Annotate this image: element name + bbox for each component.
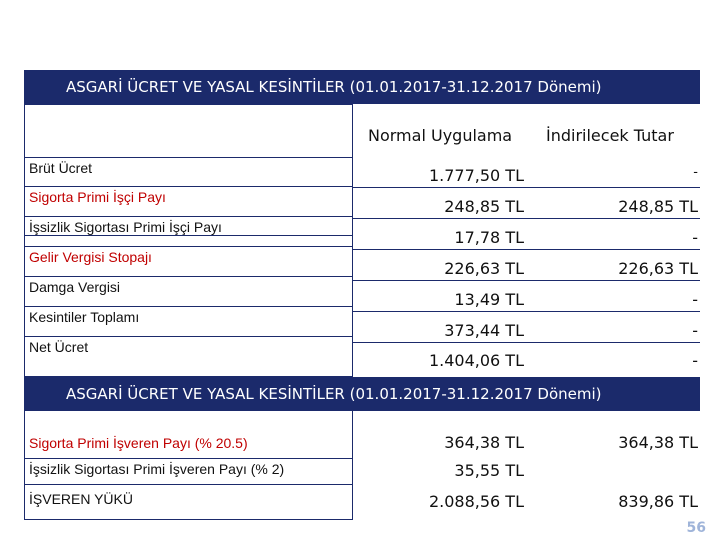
row-value-normal: 17,78 TL <box>454 228 524 247</box>
row-value-normal: 364,38 TL <box>444 433 524 452</box>
column-header-indirilecek: İndirilecek Tutar <box>546 126 674 145</box>
row-label-damga-vergisi: Damga Vergisi <box>24 277 353 307</box>
column-header-normal: Normal Uygulama <box>368 126 513 145</box>
row-label-sigorta-isveren: Sigorta Primi İşveren Payı (% 20.5) <box>24 411 353 459</box>
row-value-indirilecek: - <box>692 321 698 340</box>
row-value-normal: 1.777,50 TL <box>428 166 524 185</box>
row-value-normal: 373,44 TL <box>444 321 524 340</box>
row-label-sigorta-isci: Sigorta Primi İşçi Payı <box>24 187 353 217</box>
row-value-indirilecek: 226,63 TL <box>618 259 698 278</box>
row-value-indirilecek: - <box>692 351 698 370</box>
row-label-brut-ucret: Brüt Ücret <box>24 157 353 187</box>
row-value-indirilecek: 364,38 TL <box>618 433 698 452</box>
row-value-normal: 2.088,56 TL <box>428 492 524 511</box>
row-value-indirilecek: - <box>692 290 698 309</box>
row-label-net-ucret: Net Ücret <box>24 337 353 377</box>
row-value-indirilecek: - <box>693 165 698 180</box>
row-label-issizlik-isveren: İşsizlik Sigortası Primi İşveren Payı (% 2) <box>24 459 353 485</box>
row-divider <box>353 249 700 250</box>
row-label-kesintiler-toplami: Kesintiler Toplamı <box>24 307 353 337</box>
row-value-normal: 1.404,06 TL <box>428 351 524 370</box>
row-value-indirilecek: 839,86 TL <box>618 492 698 511</box>
row-divider <box>353 311 700 312</box>
row-divider <box>353 280 700 281</box>
row-value-normal: 35,55 TL <box>454 461 524 480</box>
row-divider <box>353 218 700 219</box>
row-value-indirilecek: 248,85 TL <box>618 197 698 216</box>
row-divider <box>353 187 700 188</box>
table-title-employer: ASGARİ ÜCRET VE YASAL KESİNTİLER (01.01.2017-31.12.2017 Dönemi) <box>24 377 700 411</box>
table-title: ASGARİ ÜCRET VE YASAL KESİNTİLER (01.01.2017-31.12.2017 Dönemi) <box>24 70 700 104</box>
row-value-normal: 13,49 TL <box>454 290 524 309</box>
row-divider <box>353 342 700 343</box>
row-value-normal: 248,85 TL <box>444 197 524 216</box>
deductions-table <box>24 70 700 520</box>
row-label-issizlik-isci: İşsizlik Sigortası Primi İşçi Payı <box>24 217 353 247</box>
page-number: 56 <box>686 520 706 536</box>
row-value-normal: 226,63 TL <box>444 259 524 278</box>
row-value-indirilecek: - <box>692 228 698 247</box>
row-label-gelir-vergisi: Gelir Vergisi Stopajı <box>24 247 353 277</box>
row-label-isveren-yuku: İŞVEREN YÜKÜ <box>24 485 353 520</box>
